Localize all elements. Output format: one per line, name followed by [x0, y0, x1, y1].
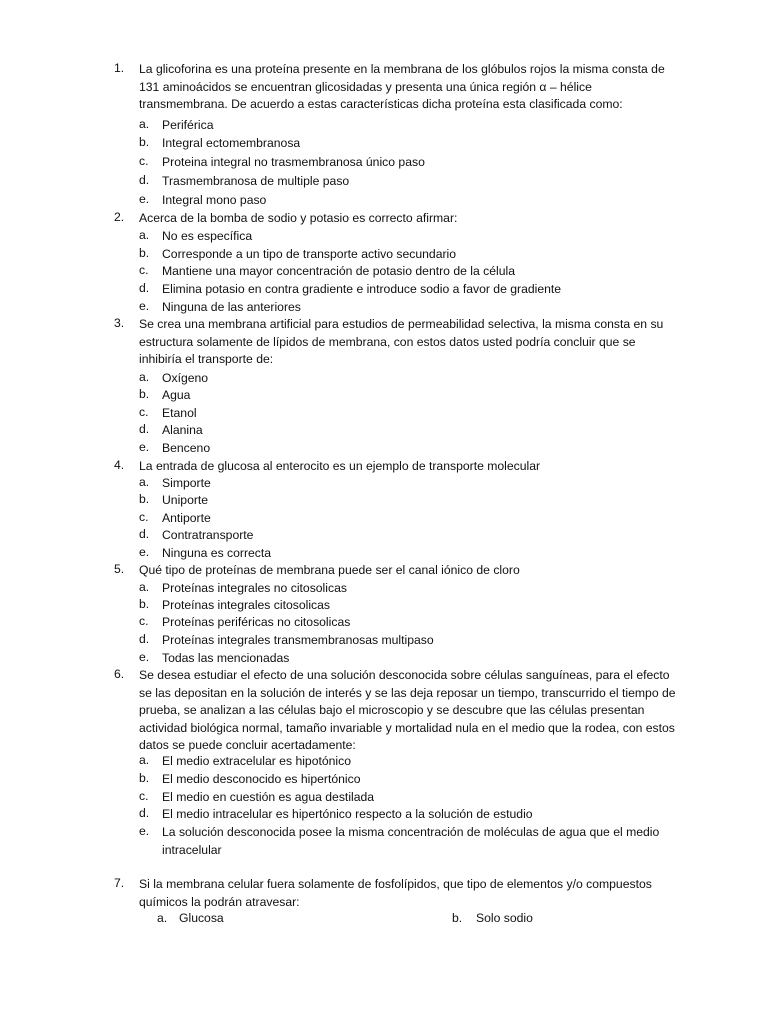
question-7-option-a: Glucosa — [179, 911, 224, 925]
question-5-option-b: Proteínas integrales citosolicas — [162, 598, 331, 612]
question-6-option-e-letter: e. — [139, 824, 150, 838]
question-2-option-a: No es específica — [162, 229, 253, 243]
question-4-option-b-letter: b. — [139, 492, 150, 506]
question-7-option-b: Solo sodio — [476, 911, 533, 925]
question-3-option-c-letter: c. — [139, 405, 149, 419]
question-5-option-a: Proteínas integrales no citosolicas — [162, 581, 347, 595]
question-7-text: Si la membrana celular fuera solamente de fosfolípidos, que tipo de elementos y/o compuestos químicos la podrán atravesar: — [139, 877, 652, 909]
question-6-option-c: El medio en cuestión es agua destilada — [162, 790, 375, 804]
question-1-option-a-letter: a. — [139, 117, 150, 131]
question-5-text: Qué tipo de proteínas de membrana puede ser el canal iónico de cloro — [139, 563, 520, 577]
question-2-option-e-letter: e. — [139, 299, 150, 313]
question-3-option-b-letter: b. — [139, 387, 150, 401]
question-2-option-b-letter: b. — [139, 246, 150, 260]
question-2-option-a-letter: a. — [139, 228, 150, 242]
question-7-option-a-letter: a. — [157, 911, 168, 925]
question-2-option-b: Corresponde a un tipo de transporte activo secundario — [162, 247, 457, 261]
question-6-option-a: El medio extracelular es hipotónico — [162, 754, 352, 768]
question-4-option-b: Uniporte — [162, 493, 209, 507]
question-1-option-c: Proteina integral no trasmembranosa único paso — [162, 155, 425, 169]
question-4-text: La entrada de glucosa al enterocito es un ejemplo de transporte molecular — [139, 459, 541, 473]
question-4-option-c-letter: c. — [139, 510, 149, 524]
question-1-option-b: Integral ectomembranosa — [162, 136, 301, 150]
question-4-option-e: Ninguna es correcta — [162, 546, 272, 560]
question-4-number: 4. — [114, 458, 125, 472]
question-5-option-c-letter: c. — [139, 614, 149, 628]
question-3-option-c: Etanol — [162, 406, 197, 420]
question-6-option-b-letter: b. — [139, 771, 150, 785]
question-5-option-e: Todas las mencionadas — [162, 651, 290, 665]
question-5-option-e-letter: e. — [139, 650, 150, 664]
question-5-option-c: Proteínas periféricas no citosolicas — [162, 615, 351, 629]
question-4-option-a: Simporte — [162, 476, 211, 490]
question-1-option-e: Integral mono paso — [162, 193, 267, 207]
question-2-text: Acerca de la bomba de sodio y potasio es correcto afirmar: — [139, 211, 458, 225]
question-5-option-d-letter: d. — [139, 632, 150, 646]
question-6-option-d-letter: d. — [139, 806, 150, 820]
question-5-option-a-letter: a. — [139, 580, 150, 594]
question-6-option-e: La solución desconocida posee la misma concentración de moléculas de agua que el medio intracelular — [162, 825, 660, 857]
question-1-option-a: Periférica — [162, 118, 214, 132]
question-3-option-e: Benceno — [162, 441, 211, 455]
question-2-option-c-letter: c. — [139, 263, 149, 277]
question-2-option-d: Elimina potasio en contra gradiente e introduce sodio a favor de gradiente — [162, 282, 562, 296]
question-4-option-d: Contratransporte — [162, 528, 254, 542]
question-2-option-c: Mantiene una mayor concentración de potasio dentro de la célula — [162, 264, 515, 278]
question-7-number: 7. — [114, 876, 125, 890]
question-6-option-c-letter: c. — [139, 789, 149, 803]
question-5-option-b-letter: b. — [139, 597, 150, 611]
question-3-text: Se crea una membrana artificial para estudios de permeabilidad selectiva, la misma consta en su estructura solamente de lípidos de membrana, con estos datos usted podría concluir que se inhibiría el transporte de: — [139, 317, 664, 366]
question-3-number: 3. — [114, 316, 125, 330]
question-3-option-d-letter: d. — [139, 422, 150, 436]
question-5-number: 5. — [114, 562, 125, 576]
question-1-number: 1. — [114, 61, 125, 75]
question-1-option-d-letter: d. — [139, 173, 150, 187]
question-3-option-a: Oxígeno — [162, 371, 209, 385]
question-2-option-e: Ninguna de las anteriores — [162, 300, 301, 314]
question-3-option-a-letter: a. — [139, 370, 150, 384]
question-7-option-b-letter: b. — [452, 911, 463, 925]
question-6-option-d: El medio intracelular es hipertónico respecto a la solución de estudio — [162, 807, 533, 821]
question-1-option-b-letter: b. — [139, 135, 150, 149]
question-1-text: La glicoforina es una proteína presente en la membrana de los glóbulos rojos la misma consta de 131 aminoácidos se encuentran glicosidadas y presenta una única región α – hélice transmembrana. De acuerdo a estas características dicha proteína esta clasificada como: — [139, 62, 665, 111]
question-6-option-a-letter: a. — [139, 753, 150, 767]
question-3-option-d: Alanina — [162, 423, 203, 437]
question-1-option-c-letter: c. — [139, 154, 149, 168]
question-6-text: Se desea estudiar el efecto de una solución desconocida sobre células sanguíneas, para el efecto se las depositan en la solución de interés y se las deja reposar un tiempo, transcurrido el tiempo de prueba, se analizan a las células bajo el microscopio y se descubre que las células presentan actividad biológica normal, tamaño invariable y mortalidad nula en el medio que la rodea, con estos datos se puede concluir acertadamente: — [139, 668, 676, 752]
question-4-option-d-letter: d. — [139, 527, 150, 541]
question-4-option-e-letter: e. — [139, 545, 150, 559]
question-3-option-b: Agua — [162, 388, 191, 402]
question-1-option-e-letter: e. — [139, 192, 150, 206]
question-6-option-b: El medio desconocido es hipertónico — [162, 772, 361, 786]
question-5-option-d: Proteínas integrales transmembranosas multipaso — [162, 633, 434, 647]
question-1-option-d: Trasmembranosa de multiple paso — [162, 174, 350, 188]
question-2-option-d-letter: d. — [139, 281, 150, 295]
question-6-number: 6. — [114, 667, 125, 681]
question-4-option-c: Antiporte — [162, 511, 211, 525]
question-3-option-e-letter: e. — [139, 440, 150, 454]
question-2-number: 2. — [114, 210, 125, 224]
question-4-option-a-letter: a. — [139, 475, 150, 489]
